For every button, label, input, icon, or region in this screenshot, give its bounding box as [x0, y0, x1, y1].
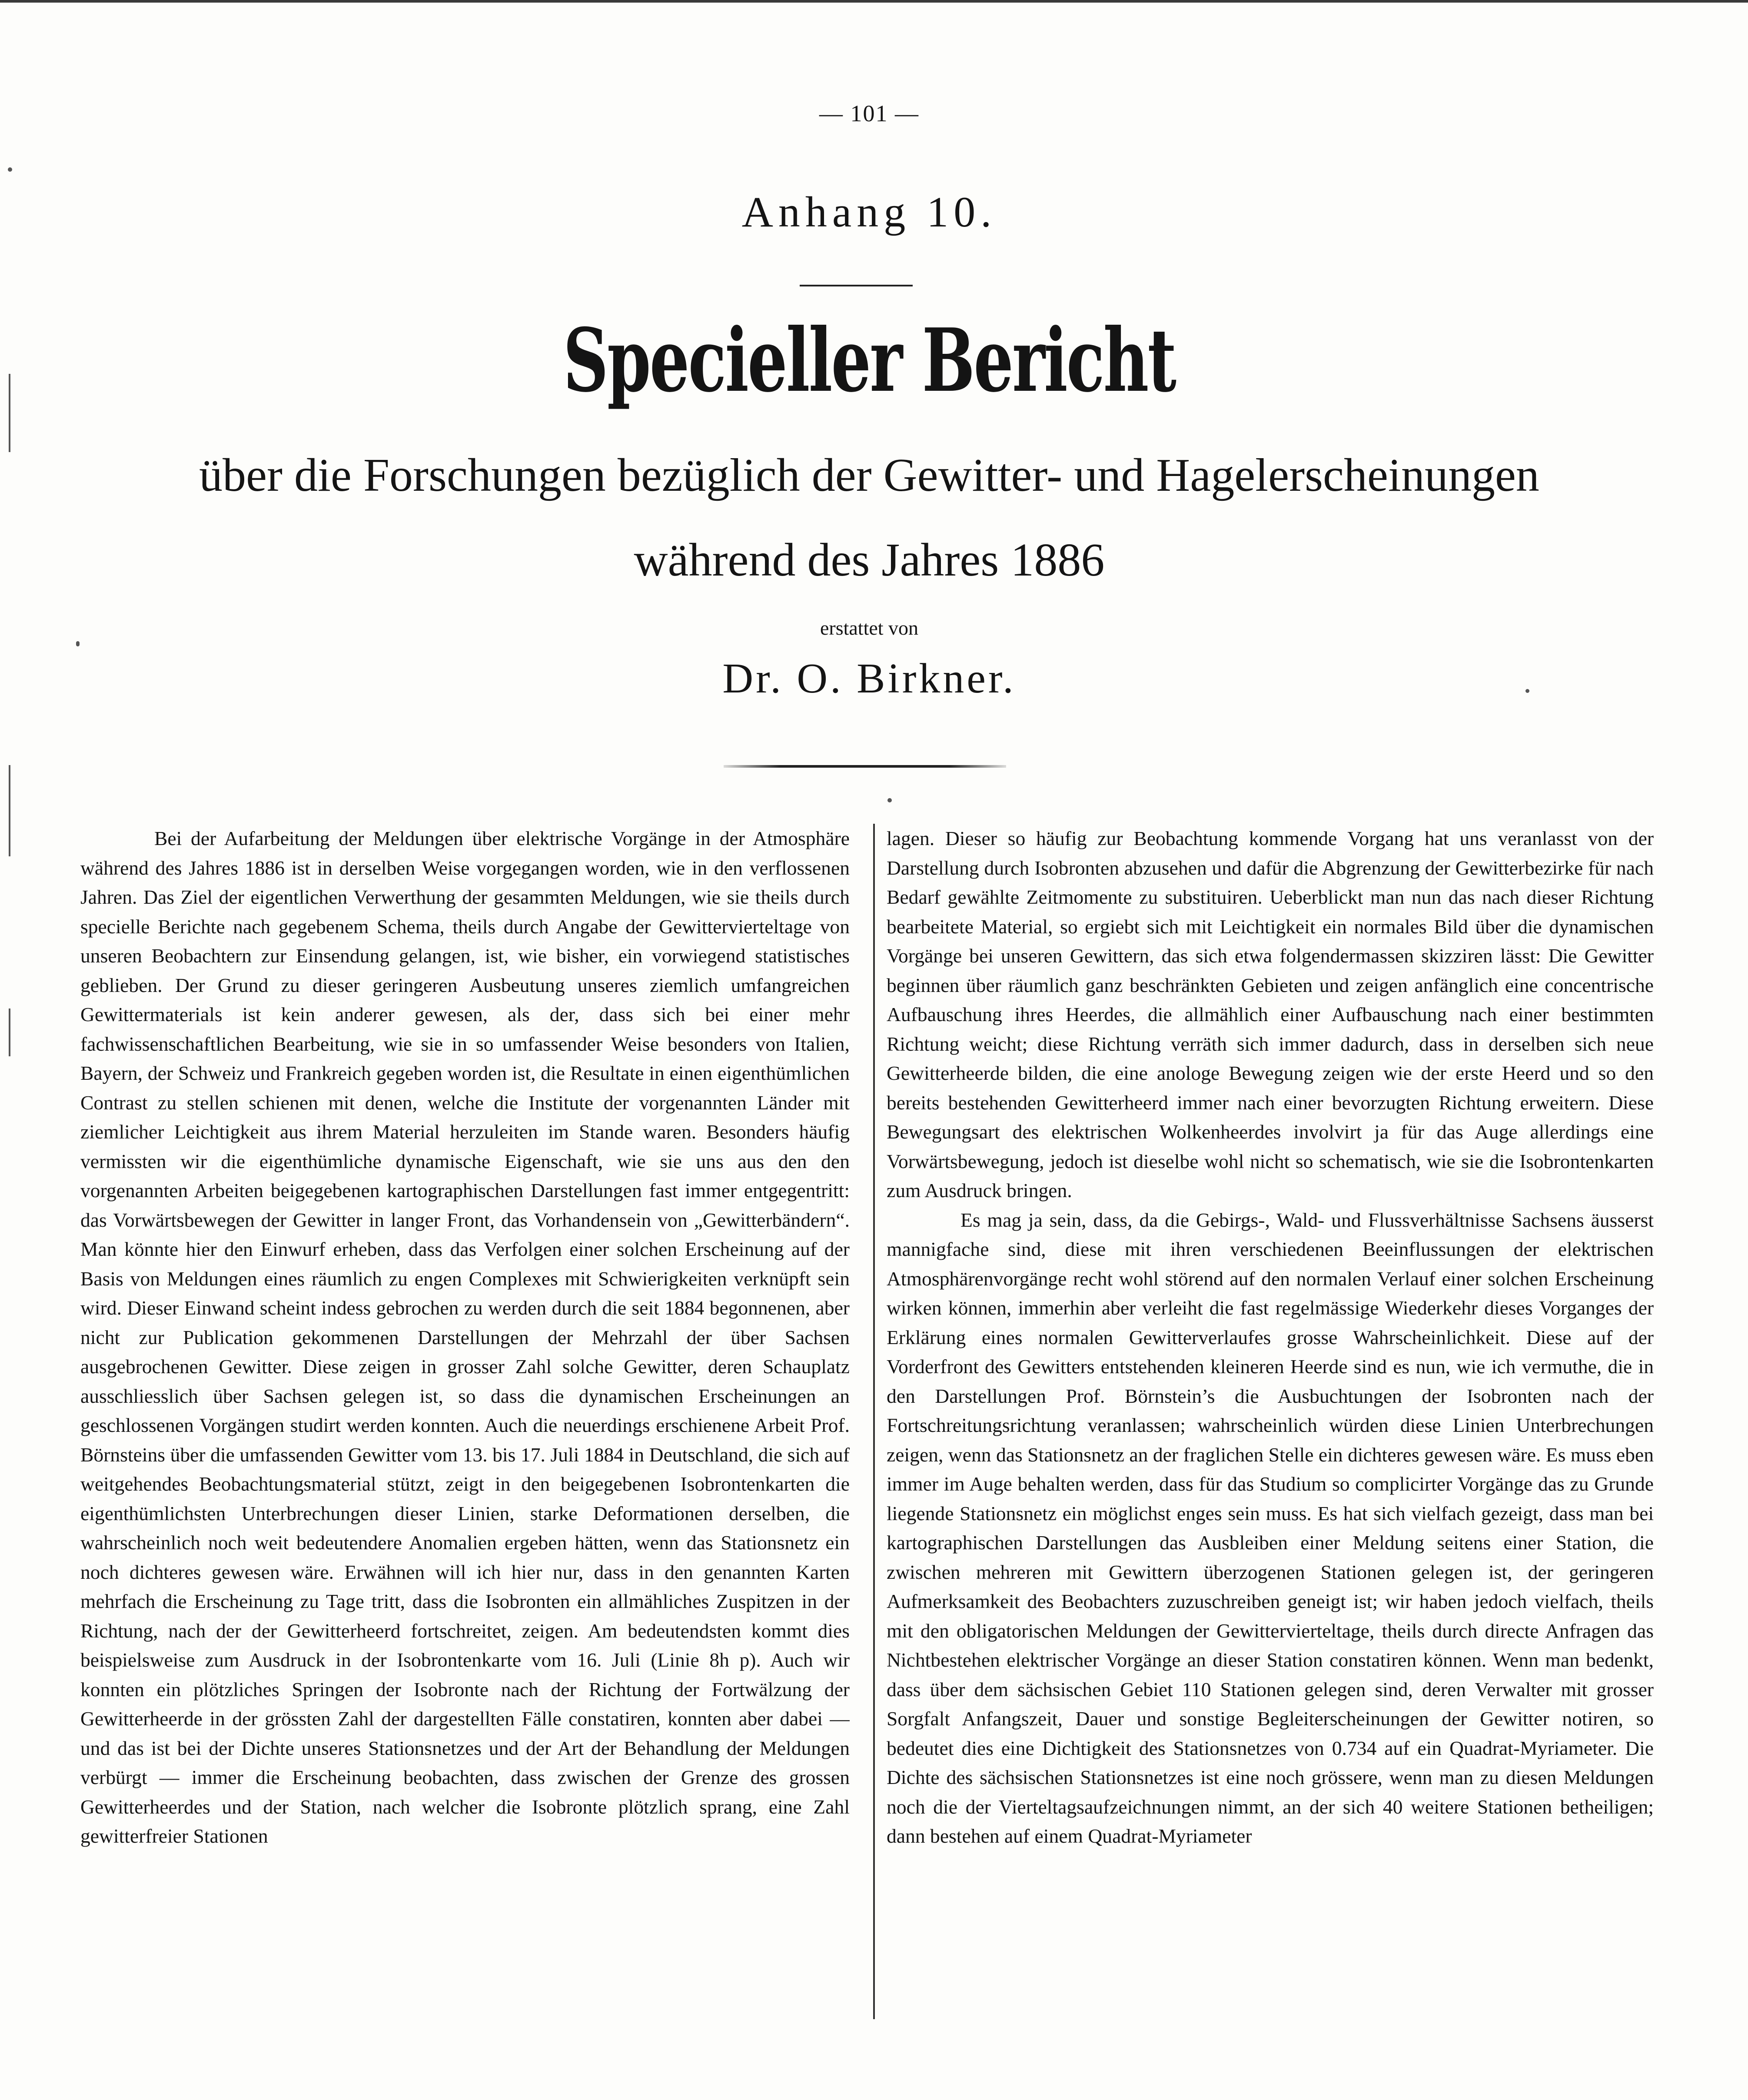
- body-paragraph: Es mag ja sein, dass, da die Gebirgs-, Wald- und Flussverhältnisse Sachsens äusserst mannigfache sind, diese mit ihren verschiedenen Beeinflussungen der elektrischen Atmosphärenvorgänge recht wohl störend auf den normalen Verlauf einer solchen Erscheinung wirken können, immerhin aber verleiht die fast regelmässige Wiederkehr dieses Vorganges der Erklärung eines normalen Gewitterverlaufes grosse Wahrscheinlichkeit. Diese auf der Vorderfront des Gewitters entstehenden kleineren Heerde sind es nun, wie ich vermuthe, die in den Darstellungen Prof. Börnstein’s die Ausbuchtungen der Isobronten nach der Fortschreitungsrichtung veranlassen; wahrscheinlich würden diese Linien Unterbrechungen zeigen, wenn das Stationsnetz an der fraglichen Stelle ein dichteres gewesen wäre. Es muss eben immer im Auge behalten werden, dass für das Studium so complicirter Vorgänge das zu Grunde liegende Stationsnetz ein möglichst enges sein muss. Es hat sich vielfach gezeigt, dass man bei kartographischen Darstellungen das Ausbleiben einer Meldung seitens einer Station, die zwischen mehreren mit Gewittern überzogenen Stationen gelegen ist, der geringeren Aufmerksamkeit des Beobachters zuzuschreiben geneigt ist; wir haben jedoch vielfach, theils mit den obligatorischen Meldungen der Gewittervierteltage, theils durch directe Anfragen das Nichtbestehen elektrischer Vorgänge an dieser Station constatiren können. Wenn man bedenkt, dass über dem sächsischen Gebiet 110 Stationen gelegen sind, deren Verwalter mit grosser Sorgfalt Anfangszeit, Dauer und sonstige Begleiterscheinungen der Gewitter notiren, so bedeutet dies eine Dichtigkeit des Stationsnetzes von 0.734 auf ein Quadrat-Myriameter. Die Dichte des sächsischen Stationsnetzes ist eine noch grössere, wenn man zu diesen Meldungen noch die der Vierteltagsaufzeichnungen nimmt, an der sich 40 weitere Stationen betheiligen; dann bestehen auf einem Quadrat-Myriameter: [887, 1208, 1654, 1847]
- byline-label: erstattet von: [820, 617, 919, 639]
- page-number: — 101 —: [819, 100, 919, 126]
- body-paragraph: Bei der Aufarbeitung der Meldungen über elektrische Vorgänge in der Atmosphäre während des Jahres 1886 ist in derselben Weise vorgegangen worden, wie in den verflossenen Jahren. Das Ziel der eigentlichen Verwerthung der gesammten Meldungen, wie sie theils durch specielle Berichte nach gegebenem Schema, theils durch Angabe der Gewittervierteltage von unseren Beobachtern zur Einsendung gelangen, ist, wie bisher, ein vorwiegend statistisches geblieben. Der Grund zu dieser geringeren Ausbeutung unseres ziemlich umfangreichen Gewittermaterials ist kein anderer gewesen, als der, dass sich bei einer mehr fachwissenschaftlichen Bearbeitung, wie sie in so umfassender Weise besonders von Italien, Bayern, der Schweiz und Frankreich gegeben worden ist, die Resultate in einen eigenthümlichen Contrast zu stellen schienen mit denen, welche die Institute der vorgenannten Länder mit ziemlicher Leichtigkeit aus ihrem Material herzuleiten im Stande waren. Besonders häufig vermissten wir die eigenthümliche dynamische Eigenschaft, wie sie uns aus den den vorgenannten Arbeiten beigegebenen kartographischen Darstellungen fast immer entgegentritt: das Vorwärtsbewegen der Gewitter in langer Front, das Vorhandensein von „Gewitterbändern“. Man könnte hier den Einwurf erheben, dass das Verfolgen einer solchen Erscheinung auf der Basis von Meldungen eines räumlich zu engen Complexes mit Schwierigkeiten verknüpft sein wird. Dieser Einwand scheint indess gebrochen zu werden durch die seit 1884 begonnenen, aber nicht zur Publication gekommenen Darstellungen der Mehrzahl der über Sachsen ausgebrochenen Gewitter. Diese zeigen in grosser Zahl solche Gewitter, deren Schauplatz ausschliesslich über Sachsen gelegen ist, so dass die dynamischen Erscheinungen an geschlossenen Vorgängen studirt werden konnten. Auch die neuerdings erschienene Arbeit Prof. Börnsteins über die umfassenden Gewitter vom 13. bis 17. Juli 1884 in Deutschland, die sich auf weitgehendes Beobachtungsmaterial stützt, zeigt in den beigegebenen Isobrontenkarten die eigenthümlichsten Unterbrechungen dieser Linien, starke Deformationen derselben, die wahrscheinlich noch weit bedeutendere Anomalien ergeben hätten, wenn das Stationsnetz ein noch dichteres gewesen wäre. Erwähnen will ich hier nur, dass in den genannten Karten mehrfach die Erscheinung zu Tage tritt, dass die Isobronten ein allmähliches Zuspitzen in der Richtung, nach der der Gewitterheerd fortschreitet, zeigen. Am bedeutendsten kommt dies beispielsweise zum Ausdruck in der Isobrontenkarte vom 16. Juli (Linie 8h p). Auch wir konnten ein plötzliches Springen der Isobronte nach der Richtung der Fortwälzung der Gewitterheerde in der grössten Zahl der dargestellten Fälle constatiren, konnten aber dabei — und das ist bei der Dichte unseres Stationsnetzes und der Art der Behandlung der Meldungen verbürgt — immer die Erscheinung beobachten, dass zwischen der Grenze des grossen Gewitterheerdes und der Station, nach welcher die Isobronte plötzlich sprang, eine Zahl gewitterfreier Stationen: [80, 827, 850, 1847]
- scan-mark: [9, 374, 10, 452]
- body-paragraph: lagen. Dieser so häufig zur Beobachtung kommende Vorgang hat uns veranlasst von der Darstellung durch Isobronten abzusehen und dafür die Abgrenzung der Gewitterbezirke für nach Bedarf gewählte Zeitmomente zu substituiren. Ueberblickt man nun das nach dieser Richtung bearbeitete Material, so ergiebt sich mit Leichtigkeit ein normales Bild über die dynamischen Vorgänge bei unseren Gewittern, das sich etwa folgendermassen skizziren lässt: Die Gewitter beginnen über räumlich ganz beschränkten Gebieten und zeigen anfänglich eine concentrische Aufbauschung ihres Heerdes, die allmählich einer Aufbauschung nach einer bestimmten Richtung weicht; diese Richtung verräth sich immer dadurch, dass in derselben sich neue Gewitterheerde bilden, die eine anologe Bewegung zeigen wie der erste Heerd und so den bereits bestehenden Gewitterheerd immer nach einer bevorzugten Richtung erweitern. Diese Bewegungsart des elektrischen Wolkenheerdes involvirt ja für das Auge allerdings eine Vorwärtsbewegung, jedoch ist dieselbe wohl nicht so schematisch, wie sie die Isobrontenkarten zum Ausdruck bringen.: [887, 827, 1654, 1201]
- subtitle-line-2: während des Jahres 1886: [634, 534, 1105, 586]
- scan-mark: [9, 765, 10, 856]
- scan-mark: [8, 167, 12, 172]
- subtitle-line-1: über die Forschungen bezüglich der Gewitter- und Hagelerscheinungen: [199, 449, 1539, 501]
- scan-mark: [1525, 689, 1529, 693]
- scan-mark: [887, 798, 892, 802]
- main-title: Specieller Bericht: [563, 310, 1176, 412]
- divider-rule-long: [724, 765, 1006, 768]
- scan-mark: [9, 1008, 10, 1056]
- scan-mark: [76, 641, 80, 646]
- appendix-heading: Anhang 10.: [741, 188, 997, 236]
- author-name: Dr. O. Birkner.: [722, 655, 1016, 702]
- top-border-line: [0, 0, 1748, 3]
- divider-rule-short: [800, 285, 913, 286]
- column-divider: [873, 824, 875, 2019]
- body-column-right: [887, 824, 1654, 2023]
- body-column-left: [80, 824, 850, 2023]
